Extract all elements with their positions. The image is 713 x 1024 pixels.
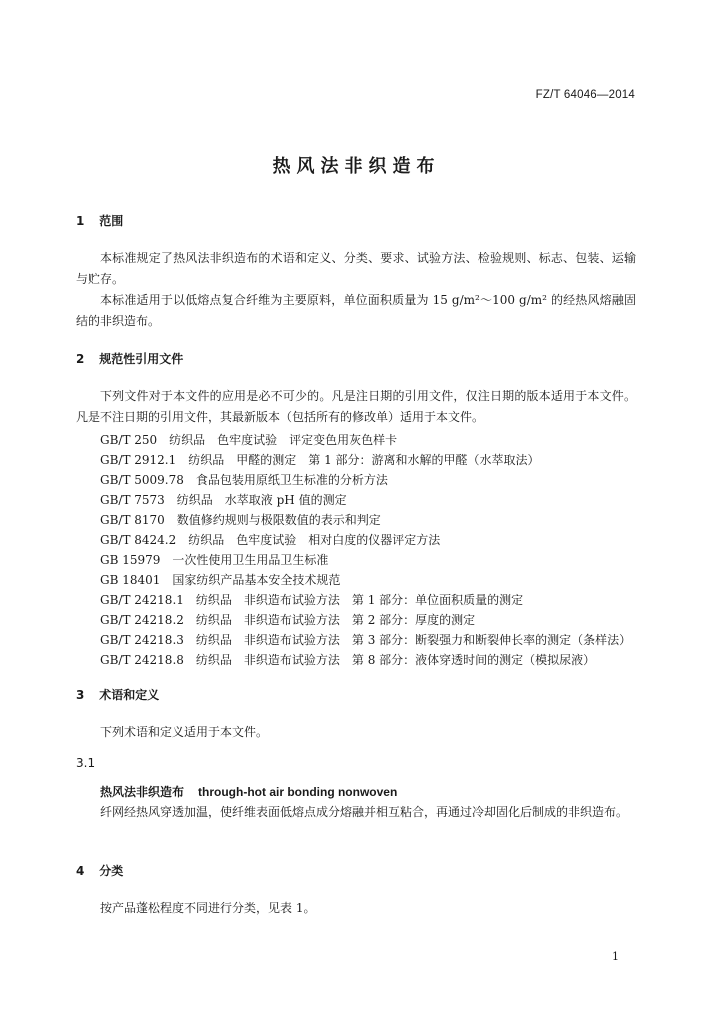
reference-item: GB 18401 国家纺织产品基本安全技术规范 <box>100 573 341 587</box>
section-1-paragraph-2: 本标准适用于以低熔点复合纤维为主要原料，单位面积质量为 15 g/m²～100 g/m² 的经热风熔融固结的非织造布。 <box>76 293 636 328</box>
reference-item: GB/T 2912.1 纺织品 甲醛的测定 第 1 部分：游离和水解的甲醛（水萃取法） <box>100 453 540 467</box>
term-english: through-hot air bonding nonwoven <box>198 785 398 799</box>
section-2-intro: 下列文件对于本文件的应用是必不可少的。凡是注日期的引用文件，仅注日期的版本适用于本文件。凡是不注日期的引用文件，其最新版本（包括所有的修改单）适用于本文件。 <box>76 389 636 424</box>
standard-code: FZ/T 64046—2014 <box>535 89 635 101</box>
section-title: 范围 <box>99 214 124 228</box>
reference-item: GB/T 5009.78 食品包装用原纸卫生标准的分析方法 <box>100 473 388 487</box>
section-number: 2 <box>76 352 85 366</box>
document-title: 热风法非织造布 <box>272 156 441 177</box>
page-number: 1 <box>612 950 619 963</box>
section-title: 术语和定义 <box>99 688 160 702</box>
term-entry <box>100 783 397 800</box>
term-definition: 纤网经热风穿透加温，使纤维表面低熔点成分熔融并相互粘合，再通过冷却固化后制成的非织造布。 <box>100 805 629 819</box>
section-3-heading <box>76 686 159 703</box>
section-2-heading <box>76 350 183 367</box>
reference-item: GB/T 250 纺织品 色牢度试验 评定变色用灰色样卡 <box>100 433 398 447</box>
section-number: 4 <box>76 864 85 878</box>
section-title: 分类 <box>99 864 124 878</box>
section-title: 规范性引用文件 <box>99 352 184 366</box>
subsection-number: 3.1 <box>76 756 96 770</box>
reference-item: GB/T 8424.2 纺织品 色牢度试验 相对白度的仪器评定方法 <box>100 533 441 547</box>
term-chinese: 热风法非织造布 <box>100 785 185 799</box>
reference-item: GB/T 24218.3 纺织品 非织造布试验方法 第 3 部分：断裂强力和断裂伸长率的测定（条样法） <box>100 633 632 647</box>
reference-item: GB/T 24218.2 纺织品 非织造布试验方法 第 2 部分：厚度的测定 <box>100 613 476 627</box>
reference-item: GB/T 24218.1 纺织品 非织造布试验方法 第 1 部分：单位面积质量的测定 <box>100 593 524 607</box>
reference-item: GB/T 8170 数值修约规则与极限数值的表示和判定 <box>100 513 381 527</box>
section-1-paragraph-1: 本标准规定了热风法非织造布的术语和定义、分类、要求、试验方法、检验规则、标志、包装、运输与贮存。 <box>76 251 636 286</box>
reference-item: GB/T 24218.8 纺织品 非织造布试验方法 第 8 部分：液体穿透时间的测定（模拟尿液） <box>100 653 596 667</box>
section-4-heading <box>76 862 123 879</box>
section-number: 1 <box>76 214 85 228</box>
section-3-intro: 下列术语和定义适用于本文件。 <box>100 725 269 739</box>
reference-item: GB 15979 一次性使用卫生用品卫生标准 <box>100 553 329 567</box>
section-4-paragraph-1: 按产品蓬松程度不同进行分类，见表 1。 <box>100 901 316 915</box>
reference-item: GB/T 7573 纺织品 水萃取液 pH 值的测定 <box>100 493 347 507</box>
section-1-heading <box>76 212 123 229</box>
section-number: 3 <box>76 688 85 702</box>
